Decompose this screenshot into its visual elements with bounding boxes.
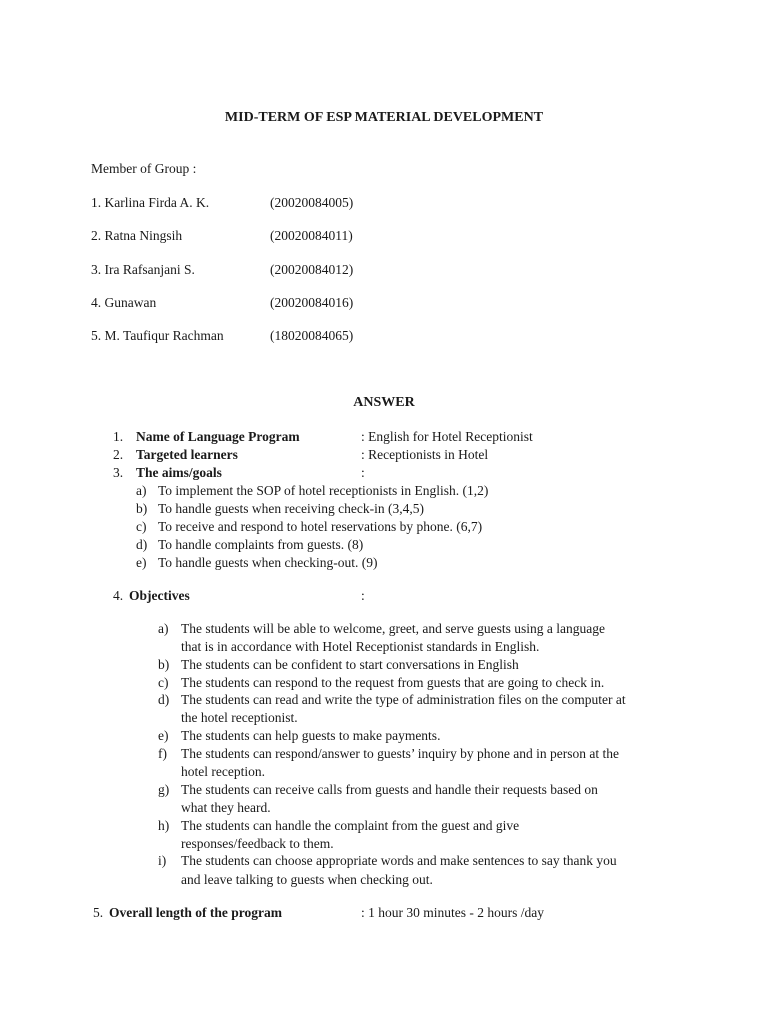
objective-text: The students can respond/answer to guests’ inquiry by phone and in person at the <box>181 746 620 761</box>
objectives-label: Objectives <box>129 588 190 603</box>
objective-text-cont: that is in accordance with Hotel Receptionist standards in English. <box>181 639 540 654</box>
objective-text-cont: the hotel receptionist. <box>181 710 298 725</box>
aim-text: To receive and respond to hotel reservations by phone. (6,7) <box>158 519 483 534</box>
document-title: MID-TERM OF ESP MATERIAL DEVELOPMENT <box>224 110 544 125</box>
item-value: : <box>361 465 365 480</box>
item-value: : English for Hotel Receptionist <box>361 429 533 444</box>
member-name: 2. Ratna Ningsih <box>91 228 183 243</box>
member-id: (20020084005) <box>270 195 354 210</box>
member-name: 1. Karlina Firda A. K. <box>91 195 210 210</box>
objective-text-cont: what they heard. <box>181 800 271 815</box>
member-label: Member of Group : <box>91 161 197 176</box>
member-name: 5. M. Taufiqur Rachman <box>91 328 224 343</box>
member-id: (20020084012) <box>270 262 354 277</box>
aim-letter: d) <box>136 537 148 552</box>
aim-text: To handle guests when checking-out. (9) <box>158 555 378 570</box>
member-id: (20020084011) <box>270 228 353 243</box>
aim-letter: b) <box>136 501 148 516</box>
objective-letter: f) <box>158 746 167 761</box>
item-label: The aims/goals <box>136 465 222 480</box>
member-id: (20020084016) <box>270 295 354 310</box>
item-value: : Receptionists in Hotel <box>361 447 489 462</box>
aim-letter: a) <box>136 483 147 498</box>
item-number: 2. <box>113 447 124 462</box>
objective-text: The students can receive calls from guests and handle their requests based on <box>181 782 598 797</box>
objective-text: The students will be able to welcome, greet, and serve guests using a language <box>181 621 605 636</box>
aim-letter: c) <box>136 519 147 534</box>
objective-letter: i) <box>158 853 167 868</box>
objective-text-cont: and leave talking to guests when checking out. <box>181 872 433 887</box>
length-value: : 1 hour 30 minutes - 2 hours /day <box>361 905 544 920</box>
objective-letter: c) <box>158 675 169 690</box>
aim-text: To handle guests when receiving check-in (3,4,5) <box>158 501 424 516</box>
item-number: 3. <box>113 465 124 480</box>
objective-letter: a) <box>158 621 169 636</box>
member-name: 3. Ira Rafsanjani S. <box>91 262 195 277</box>
length-number: 5. <box>93 905 104 920</box>
objective-text: The students can handle the complaint from the guest and give <box>181 818 520 833</box>
item-label: Targeted learners <box>136 447 238 462</box>
objective-letter: e) <box>158 728 169 743</box>
member-id: (18020084065) <box>270 328 354 343</box>
item-number: 1. <box>113 429 124 444</box>
answer-heading: ANSWER <box>353 395 415 410</box>
objective-text: The students can choose appropriate words and make sentences to say thank you <box>181 853 617 868</box>
objective-text: The students can respond to the request from guests that are going to check in. <box>181 675 605 690</box>
member-name: 4. Gunawan <box>91 295 157 310</box>
objectives-number: 4. <box>113 588 124 603</box>
objective-text: The students can be confident to start conversations in English <box>181 657 519 672</box>
aim-text: To handle complaints from guests. (8) <box>158 537 364 552</box>
objective-text: The students can help guests to make payments. <box>181 728 441 743</box>
aim-text: To implement the SOP of hotel receptionists in English. (1,2) <box>158 483 489 498</box>
objective-letter: b) <box>158 657 170 672</box>
objective-letter: g) <box>158 782 170 797</box>
objectives-value: : <box>361 588 365 603</box>
objective-text: The students can read and write the type of administration files on the computer at <box>181 692 626 707</box>
length-label: Overall length of the program <box>109 905 282 920</box>
objective-letter: d) <box>158 692 170 707</box>
aim-letter: e) <box>136 555 147 570</box>
item-label: Name of Language Program <box>136 429 300 444</box>
objective-text-cont: hotel reception. <box>181 764 265 779</box>
objective-letter: h) <box>158 818 170 833</box>
objective-text-cont: responses/feedback to them. <box>181 836 334 851</box>
